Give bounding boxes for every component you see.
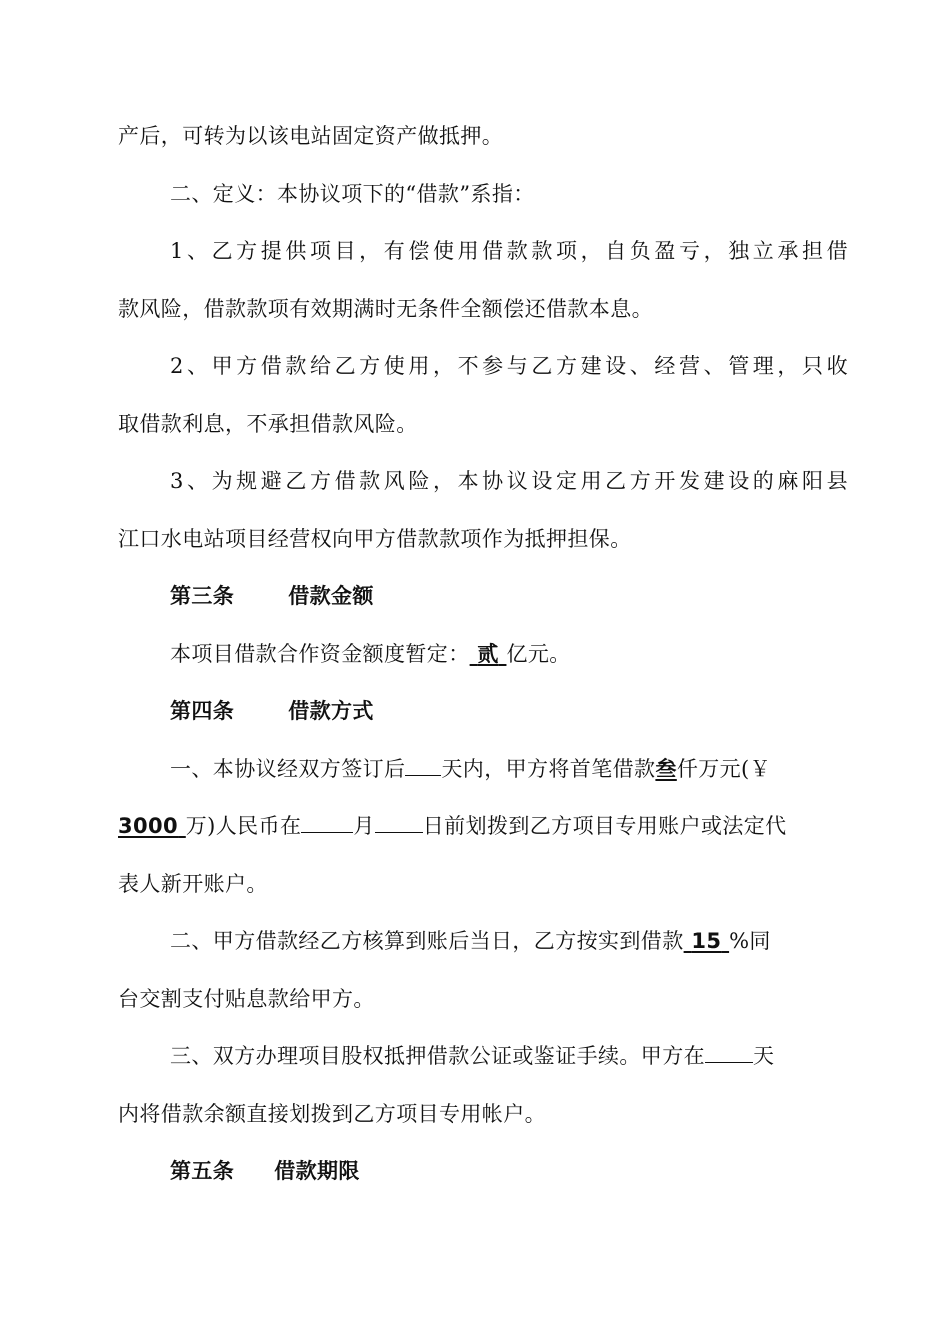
paragraph-line: 1、乙方提供项目，有偿使用借款款项，自负盈亏，独立承担借 bbox=[170, 239, 848, 263]
blank-field-day bbox=[375, 812, 423, 833]
text-segment: 一、本协议经双方签订后 bbox=[170, 757, 406, 781]
text-segment: 天 bbox=[753, 1044, 775, 1068]
loan-amount-line bbox=[170, 640, 848, 668]
blank-field bbox=[405, 755, 441, 776]
blank-field-days bbox=[705, 1042, 753, 1063]
interest-percent bbox=[684, 929, 729, 953]
paragraph-line: 2、甲方借款给乙方使用，不参与乙方建设、经营、管理，只收 bbox=[170, 354, 848, 378]
paragraph-line: 台交割支付贴息款给甲方。 bbox=[118, 987, 375, 1011]
first-loan-figure: 3000 bbox=[118, 814, 179, 838]
text-segment: 月 bbox=[353, 814, 375, 838]
first-loan-value bbox=[118, 814, 186, 838]
article-number: 第三条 bbox=[170, 584, 235, 608]
text-segment: 日前划拨到乙方项目专用账户或法定代 bbox=[422, 814, 787, 838]
article-4-heading bbox=[170, 697, 848, 725]
article-number: 第四条 bbox=[170, 699, 235, 723]
article-title: 借款期限 bbox=[274, 1159, 360, 1183]
paragraph-line: 产后，可转为以该电站固定资产做抵押。 bbox=[118, 124, 504, 148]
blank-field-month bbox=[301, 812, 353, 833]
paragraph-line bbox=[170, 755, 848, 783]
paragraph-line bbox=[170, 1042, 848, 1070]
paragraph-line: 款风险，借款款项有效期满时无条件全额偿还借款本息。 bbox=[118, 297, 653, 321]
paragraph-line: 表人新开账户。 bbox=[118, 872, 268, 896]
paragraph-line bbox=[170, 927, 848, 955]
article-3-heading bbox=[170, 582, 848, 610]
loan-amount-unit: 亿元。 bbox=[506, 642, 571, 666]
text-segment: 三、双方办理项目股权抵押借款公证或鉴证手续。甲方在 bbox=[170, 1044, 705, 1068]
paragraph-line: 3、为规避乙方借款风险，本协议设定用乙方开发建设的麻阳县 bbox=[170, 469, 848, 493]
article-5-heading bbox=[170, 1157, 848, 1185]
loan-amount-label: 本项目借款合作资金额度暂定： bbox=[170, 642, 470, 666]
text-segment: 天内，甲方将首笔借款 bbox=[441, 757, 656, 781]
article-title: 借款金额 bbox=[288, 584, 374, 608]
text-segment: 仟万元(￥ bbox=[676, 757, 772, 781]
loan-amount-value bbox=[470, 641, 507, 666]
text-segment: 万)人民币在 bbox=[185, 814, 302, 838]
paragraph-line: 江口水电站项目经营权向甲方借款款项作为抵押担保。 bbox=[118, 527, 632, 551]
paragraph-line bbox=[118, 812, 848, 840]
article-number: 第五条 bbox=[170, 1159, 235, 1183]
text-segment: %同 bbox=[729, 929, 771, 953]
definition-heading: 二、定义：本协议项下的“借款”系指： bbox=[170, 182, 535, 206]
first-loan-amount: 叁 bbox=[655, 756, 677, 781]
article-title: 借款方式 bbox=[288, 699, 374, 723]
paragraph-line: 内将借款余额直接划拨到乙方项目专用帐户。 bbox=[118, 1102, 546, 1126]
loan-amount-figure: 贰 bbox=[477, 641, 499, 666]
paragraph-line: 取借款利息，不承担借款风险。 bbox=[118, 412, 418, 436]
interest-percent-figure: 15 bbox=[691, 929, 722, 953]
text-segment: 二、甲方借款经乙方核算到账后当日，乙方按实到借款 bbox=[170, 929, 684, 953]
